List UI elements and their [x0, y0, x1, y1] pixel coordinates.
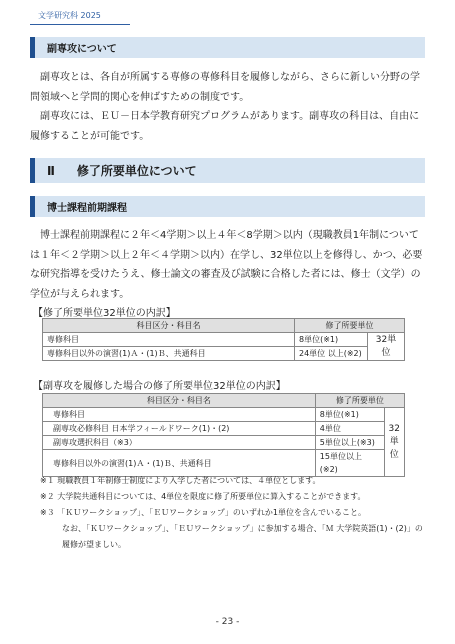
- page-number: - 23 -: [215, 617, 240, 627]
- minor-paragraph-2: 副専攻には、ＥＵ－日本学教育研究プログラムがあります。副専攻の科目は、自由に履修することが可能です。: [30, 111, 420, 142]
- minor-paragraph-1: 副専攻とは、各自が所属する専修の専修科目を履修しながら、さらに新しい分野の学問領域へと学問的関心を伸ばすための制度です。: [30, 72, 420, 103]
- table2-row4-units: 15単位以上(※2): [315, 450, 384, 477]
- section-title: 修了所要単位について: [76, 164, 197, 178]
- table2-row4-name: 専修科目以外の演習(1)Ａ・(1)Ｂ、共通科目: [43, 450, 316, 477]
- running-header: 文学研究科 2025: [38, 11, 101, 20]
- table2-row2-name: 副専攻必修科目 日本学フィールドワーク(1)・(2): [43, 422, 316, 436]
- doctoral-paragraph: 博士課程前期課程に２年＜4学期＞以上４年＜8学期＞以内（現職教員1年制については１年＜２学期＞以上２年＜４学期＞以内）在学し、32単位以上を修得し、かつ、必要な研究指導を受けたうえ、修士論文の審査及び試験に合格した者には、修士（文学）の学位が与えられます。: [30, 230, 423, 300]
- note-1: ※１ 現職教員１年制修士制度により入学した者については、４単位とします。: [40, 476, 321, 485]
- section-heading-bar: [30, 158, 425, 183]
- credit-table-1: [42, 318, 405, 361]
- doctoral-heading-bar: [30, 196, 425, 217]
- table2-row3-name: 副専攻選択科目（※3）: [43, 436, 316, 450]
- table1-title: 【修了所要単位32単位の内訳】: [33, 308, 176, 319]
- table2-header-units: 修了所要単位: [315, 394, 404, 408]
- table2-row2-units: 4単位: [315, 422, 384, 436]
- table-row: [43, 422, 405, 436]
- table1-header-units: 修了所要単位: [295, 319, 405, 333]
- table2-row1-name: 専修科目: [43, 408, 316, 422]
- section-number: Ⅱ: [47, 163, 55, 178]
- table1-total: 32単位: [368, 333, 405, 361]
- table1-row2-name: 専修科目以外の演習(1)Ａ・(1)Ｂ、共通科目: [43, 347, 295, 361]
- note-2: ※２ 大学院共通科目については、4単位を限度に修了所要単位に算入することができます。: [40, 492, 366, 501]
- table2-total: 32単位: [384, 408, 404, 477]
- credit-table-2: [42, 393, 405, 477]
- table2-title: 【副専攻を履修した場合の修了所要単位32単位の内訳】: [33, 381, 286, 392]
- table2-row1-units: 8単位(※1): [315, 408, 384, 422]
- table-row: [43, 333, 405, 347]
- table1-row1-units: 8単位(※1): [295, 333, 368, 347]
- table-row: [43, 408, 405, 422]
- header-rule: [30, 24, 130, 25]
- note-3-continuation: なお、「ＫＵワークショップ」、「ＥＵワークショップ」に参加する場合、「Ｍ 大学院英語(1)・(2)」の履修が望ましい。: [62, 524, 423, 549]
- doctoral-heading: 博士課程前期課程: [47, 203, 127, 214]
- minor-heading: 副専攻について: [47, 44, 117, 55]
- section-tab: [30, 158, 35, 183]
- table1-row2-units: 24単位 以上(※2): [295, 347, 368, 361]
- table-row: [43, 347, 405, 361]
- table1-row1-name: 専修科目: [43, 333, 295, 347]
- table2-row3-units: 5単位以上(※3): [315, 436, 384, 450]
- table1-header-subject: 科目区分・科目名: [43, 319, 295, 333]
- note-3: ※３ 「ＫＵワークショップ」、「ＥＵワークショップ」のいずれか1単位を含んでいること。: [40, 508, 367, 517]
- minor-heading-bar: [30, 37, 425, 58]
- table-row: [43, 436, 405, 450]
- table2-header-subject: 科目区分・科目名: [43, 394, 316, 408]
